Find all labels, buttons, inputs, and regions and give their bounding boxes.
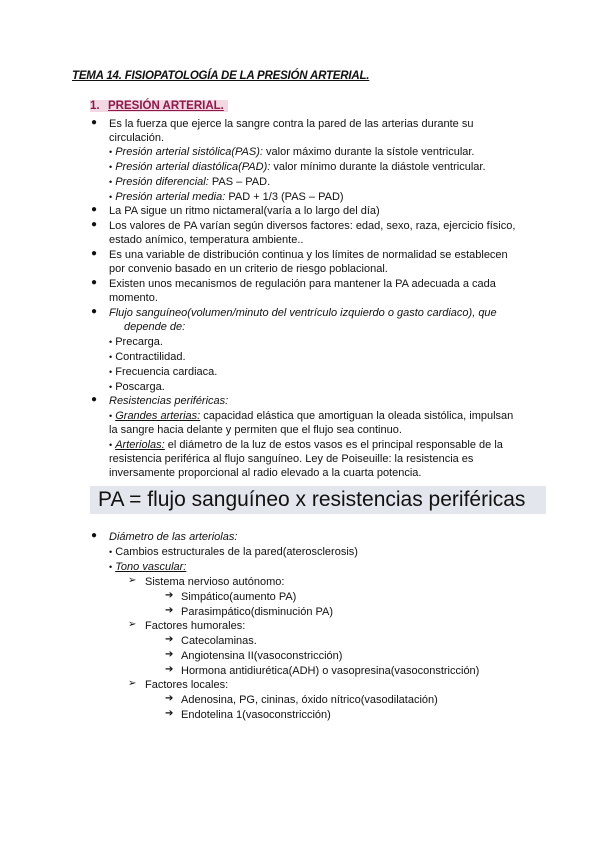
bullet-icon: ● [91, 248, 98, 259]
sub-bullet-icon: • [109, 177, 113, 187]
sub-item-pad [109, 160, 486, 174]
level2-item: Hormona antidiurética(ADH) o vasopresina(vasoconstricción) [181, 665, 480, 677]
sub-item-frecuencia [109, 365, 217, 379]
bullet-icon: ● [91, 530, 98, 541]
sub-item-tono [109, 560, 186, 574]
list-item: Existen unos mecanismos de regulación para mantener la PA adecuada a cada [109, 278, 496, 290]
text-contractilidad: Contractilidad. [115, 351, 186, 363]
sub-item-poscarga [109, 380, 165, 394]
level2-item: Catecolaminas. [181, 635, 257, 647]
list-item: Es la fuerza que ejerce la sangre contra la pared de las arterias durante su [109, 118, 474, 130]
arrowhead-icon: ➢ [128, 575, 137, 586]
bullet-icon: ● [91, 204, 98, 215]
sub-item-cambios [109, 545, 358, 559]
level1-item: Factores humorales: [145, 620, 246, 632]
sub-bullet-icon: • [109, 337, 113, 347]
sub-item-precarga [109, 335, 163, 349]
term-pas: Presión arterial sistólica(PAS): [115, 146, 263, 158]
list-item: Flujo sanguíneo(volumen/minuto del ventrículo izquierdo o gasto cardiaco), que [109, 307, 497, 319]
document-title: TEMA 14. FISIOPATOLOGÍA DE LA PRESIÓN ARTERIAL. [72, 70, 370, 82]
level2-item: Angiotensina II(vasoconstricción) [181, 650, 343, 662]
list-item: Es una variable de distribución continua y los límites de normalidad se establecen [109, 249, 508, 261]
arrow-right-icon: ➔ [165, 634, 174, 645]
level2-item: Parasimpático(disminución PA) [181, 606, 334, 618]
text-poscarga: Poscarga. [115, 381, 165, 393]
sub-item-contractilidad [109, 350, 186, 364]
list-item: Los valores de PA varían según diversos factores: edad, sexo, raza, ejercicio físico, [109, 220, 516, 232]
sub-bullet-icon: • [109, 162, 113, 172]
sub-bullet-icon: • [109, 382, 113, 392]
section-number: 1. [90, 100, 100, 112]
arrow-right-icon: ➔ [165, 708, 174, 719]
text-cambios: Cambios estructurales de la pared(aterosclerosis) [115, 546, 358, 558]
sub-bullet-icon: • [109, 547, 113, 557]
term-arteriolas: Arteriolas: [115, 439, 165, 451]
list-item-continuation: momento. [109, 292, 158, 304]
list-item-continuation: circulación. [109, 132, 165, 144]
text-pad: valor mínimo durante la diástole ventricular. [270, 161, 486, 173]
sub-bullet-icon: • [109, 192, 113, 202]
sub-item-grandes-arterias [109, 409, 513, 423]
bullet-icon: ● [91, 306, 98, 317]
arrow-right-icon: ➔ [165, 605, 174, 616]
sub-bullet-icon: • [109, 367, 113, 377]
sub-bullet-icon: • [109, 352, 113, 362]
sub-bullet-icon: • [109, 562, 113, 572]
bullet-icon: ● [91, 117, 98, 128]
text-arteriolas: el diámetro de la luz de estos vasos es el principal responsable de la [164, 439, 503, 451]
list-item: Resistencias periféricas: [109, 395, 229, 407]
text-frecuencia: Frecuencia cardiaca. [115, 366, 218, 378]
text-media: PAD + 1/3 (PAS – PAD) [225, 191, 344, 203]
level1-item: Factores locales: [145, 679, 229, 691]
list-item-continuation: por convenio basado en un criterio de riesgo poblacional. [109, 263, 388, 275]
list-item: La PA sigue un ritmo nictameral(varía a lo largo del día) [109, 205, 380, 217]
arrow-right-icon: ➔ [165, 693, 174, 704]
arrowhead-icon: ➢ [128, 678, 137, 689]
sub-item-diferencial [109, 175, 270, 189]
bullet-icon: ● [91, 219, 98, 230]
level2-item: Simpático(aumento PA) [181, 591, 297, 603]
sub-bullet-icon: • [109, 147, 113, 157]
sub-item-continuation: resistencia periférica al flujo sanguíneo. Ley de Poiseuille: la resistencia es [109, 453, 474, 465]
section-label: PRESIÓN ARTERIAL. [108, 100, 224, 112]
bullet-icon: ● [91, 394, 98, 405]
term-tono: Tono vascular: [115, 561, 187, 573]
term-media: Presión arterial media: [115, 191, 226, 203]
term-grandes-arterias: Grandes arterias: [115, 410, 201, 422]
sub-item-continuation: inversamente proporcional al radio elevado a la cuarta potencia. [109, 467, 422, 479]
formula-banner: PA = flujo sanguíneo x resistencias periféricas [90, 486, 546, 514]
term-diferencial: Presión diferencial: [115, 176, 209, 188]
text-grandes-arterias: capacidad elástica que amortiguan la oleada sistólica, impulsan [200, 410, 514, 422]
list-item: Diámetro de las arteriolas: [109, 531, 238, 543]
arrow-right-icon: ➔ [165, 649, 174, 660]
text-precarga: Precarga. [115, 336, 163, 348]
sub-item-pas [109, 145, 475, 159]
level1-item: Sistema nervioso autónomo: [145, 576, 285, 588]
arrowhead-icon: ➢ [128, 619, 137, 630]
level2-item: Endotelina 1(vasoconstricción) [181, 709, 331, 721]
sub-bullet-icon: • [109, 411, 113, 421]
term-pad: Presión arterial diastólica(PAD): [115, 161, 271, 173]
sub-item-arteriolas [109, 438, 503, 452]
bullet-icon: ● [91, 277, 98, 288]
level2-item: Adenosina, PG, cininas, óxido nítrico(vasodilatación) [181, 694, 438, 706]
sub-item-continuation: la sangre hacia delante y permiten que el flujo sea continuo. [109, 424, 402, 436]
arrow-right-icon: ➔ [165, 590, 174, 601]
list-item-continuation: depende de: [124, 321, 186, 333]
sub-item-media [109, 190, 344, 204]
section-heading [90, 100, 228, 112]
arrow-right-icon: ➔ [165, 664, 174, 675]
text-pas: valor máximo durante la sístole ventricular. [262, 146, 475, 158]
text-diferencial: PAS – PAD. [208, 176, 271, 188]
sub-bullet-icon: • [109, 440, 113, 450]
list-item-continuation: estado anímico, temperatura ambiente.. [109, 234, 304, 246]
